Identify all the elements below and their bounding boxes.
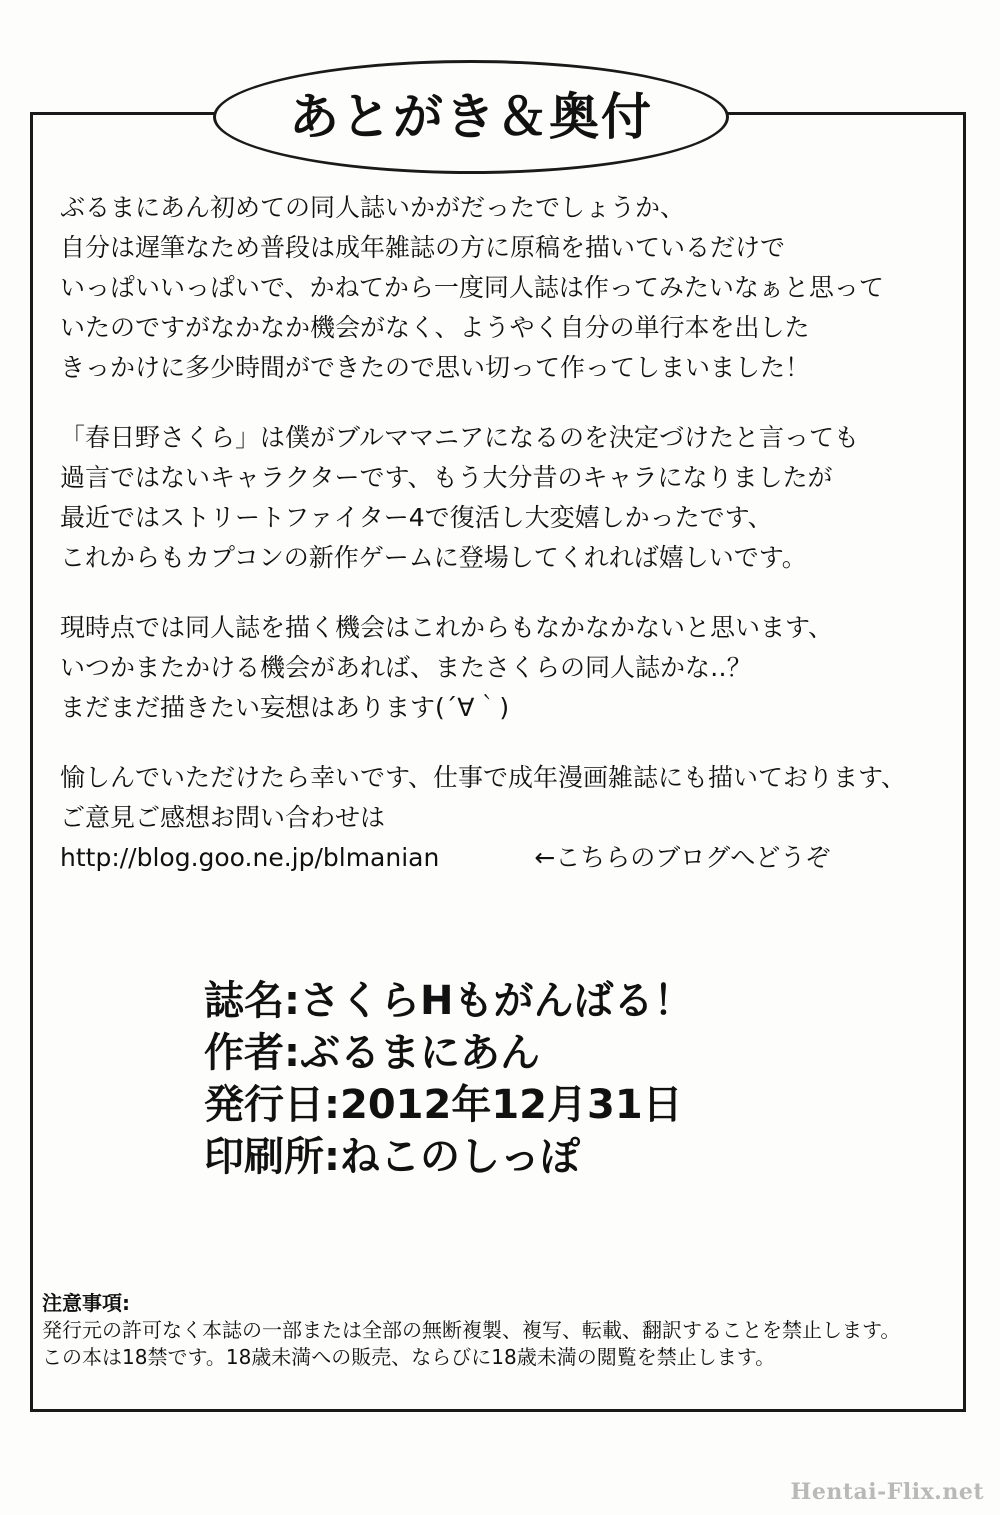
- blog-note: ←こちらのブログへどうぞ: [534, 843, 831, 872]
- text-line: これからもカプコンの新作ゲームに登場してくれれば嬉しいです。: [60, 543, 807, 572]
- page-title-badge: [213, 60, 729, 174]
- text-line: いたのですがなかなか機会がなく、ようやく自分の単行本を出した: [60, 313, 810, 342]
- text-line: 最近ではストリートファイター4で復活し大変嬉しかったです、: [60, 503, 773, 532]
- text-line: いつかまたかける機会があれば、またさくらの同人誌かな‥？: [60, 653, 752, 682]
- page-title: あとがき＆奥付: [289, 88, 653, 146]
- text-line: ご意見ご感想お問い合わせは: [60, 803, 386, 832]
- text-line: 現時点では同人誌を描く機会はこれからもなかなかないと思います、: [60, 613, 834, 642]
- site-watermark: Hentai-Flix.net: [790, 1479, 984, 1505]
- colophon-author: 作者:ぶるまにあん: [204, 1030, 540, 1076]
- text-line: まだまだ描きたい妄想はあります(´∀｀): [60, 693, 510, 722]
- text-line: 過言ではないキャラクターです、もう大分昔のキャラになりましたが: [60, 463, 833, 492]
- notice-heading: 注意事項:: [42, 1291, 130, 1315]
- notice-line: 発行元の許可なく本誌の一部または全部の無断複製、複写、転載、翻訳することを禁止します。: [42, 1318, 901, 1342]
- paragraph-1: [60, 188, 940, 388]
- notice-block: [42, 1290, 922, 1371]
- colophon-printer: 印刷所:ねこのしっぽ: [204, 1134, 580, 1180]
- paragraph-2: [60, 418, 940, 578]
- colophon-publish-date: 発行日:2012年12月31日: [204, 1082, 683, 1128]
- blog-url-link[interactable]: http://blog.goo.ne.jp/blmanian: [60, 843, 440, 872]
- text-line: きっかけに多少時間ができたので思い切って作ってしまいました！: [60, 353, 811, 382]
- text-line: ぶるまにあん初めての同人誌いかがだったでしょうか、: [60, 193, 686, 222]
- colophon-block: [204, 975, 904, 1183]
- blog-line: [60, 838, 940, 878]
- text-line: 自分は遅筆なため普段は成年雑誌の方に原稿を描いているだけで: [60, 233, 786, 262]
- text-line: いっぱいいっぱいで、かねてから一度同人誌は作ってみたいなぁと思って: [60, 273, 884, 302]
- notice-line: この本は18禁です。18歳未満への販売、ならびに18歳未満の閲覧を禁止します。: [42, 1345, 776, 1369]
- colophon-title: 誌名:さくらHもがんばる！: [204, 978, 694, 1024]
- paragraph-3: [60, 608, 940, 728]
- text-line: 「春日野さくら」は僕がブルママニアになるのを決定づけたと言っても: [60, 423, 860, 452]
- paragraph-4: [60, 758, 940, 878]
- afterword-text: [60, 188, 940, 878]
- text-line: 愉しんでいただけたら幸いです、仕事で成年漫画雑誌にも描いております、: [60, 763, 907, 792]
